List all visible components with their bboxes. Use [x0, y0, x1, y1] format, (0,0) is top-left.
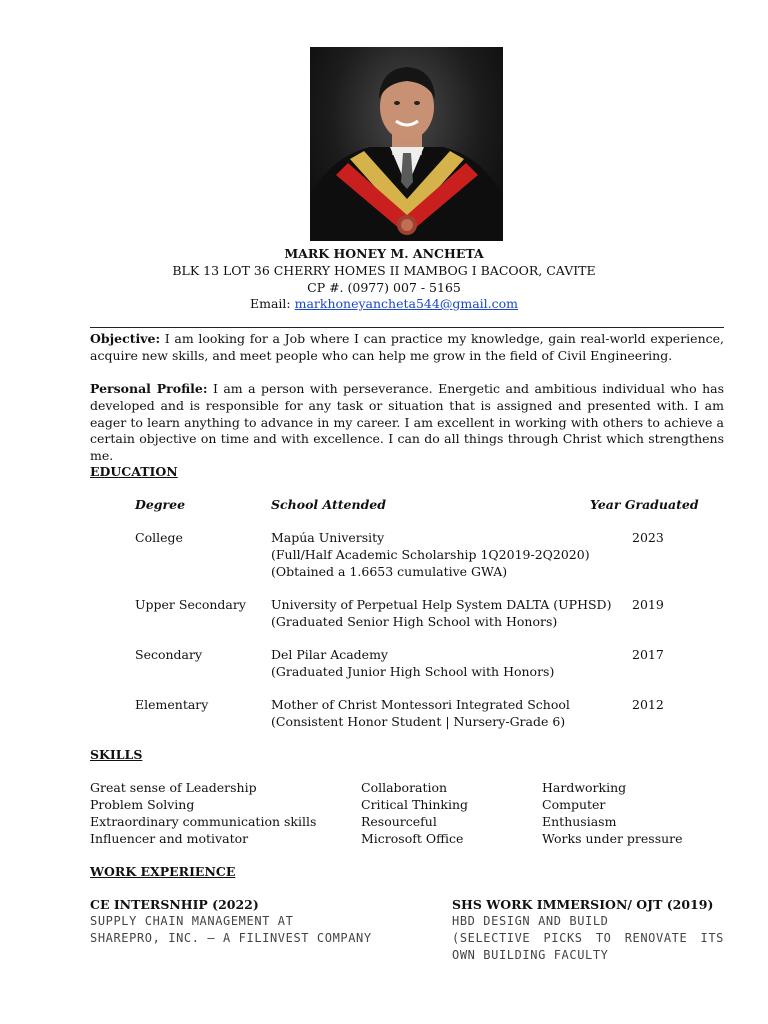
skill-item: Computer — [542, 797, 606, 812]
education-year: 2012 — [632, 697, 664, 712]
skill-item: Influencer and motivator — [90, 831, 249, 846]
education-note: (Full/Half Academic Scholarship 1Q2019-2Q2020) — [271, 547, 590, 562]
school-header: School Attended — [271, 497, 387, 512]
education-level: Secondary — [135, 647, 203, 662]
job-line: OWN BUILDING FACULTY — [452, 948, 609, 962]
education-note: (Obtained a 1.6653 cumulative GWA) — [271, 564, 508, 579]
education-note: (Consistent Honor Student | Nursery-Grade 6) — [271, 714, 566, 729]
job-line: (SELECTIVE PICKS TO RENOVATE ITS — [452, 931, 724, 945]
profile-text: I am a person with perseverance. Energetic and ambitious individual who has developed and is responsible for any task or situation that is assigned and presented with. I am eager to learn anything to advance in my career. I am excellent in working with others to achieve a certain objective on time and with excellence. I can do all things through Christ which strengthens me. — [90, 381, 724, 464]
skill-item: Resourceful — [361, 814, 437, 829]
address: BLK 13 LOT 36 CHERRY HOMES II MAMBOG I BACOOR, CAVITE — [172, 263, 596, 278]
email-label: Email: — [249, 296, 295, 311]
job-description — [90, 913, 410, 947]
skill-item: Critical Thinking — [361, 797, 469, 812]
skill-item: Microsoft Office — [361, 831, 464, 846]
objective-text: I am looking for a Job where I can practice my knowledge, gain real-world experience, acquire new skills, and meet people who can help me grow in the field of Civil Engineering. — [90, 331, 724, 363]
education-school: Mother of Christ Montessori Integrated School — [271, 697, 570, 712]
objective-label: Objective: — [90, 331, 161, 346]
education-level: Elementary — [135, 697, 209, 712]
job-line: HBD DESIGN AND BUILD — [452, 914, 609, 928]
education-school: Mapúa University — [271, 530, 385, 545]
degree-header: Degree — [135, 497, 186, 512]
work-experience-heading: WORK EXPERIENCE — [90, 864, 236, 879]
education-note: (Graduated Junior High School with Honors) — [271, 664, 555, 679]
skill-item: Works under pressure — [542, 831, 683, 846]
education-year: 2017 — [632, 647, 664, 662]
job-description — [452, 913, 724, 964]
phone-number: CP #. (0977) 007 - 5165 — [307, 280, 461, 295]
email-link[interactable]: markhoneyancheta544@gmail.com — [294, 296, 518, 311]
education-level: College — [135, 530, 183, 545]
job-line: SUPPLY CHAIN MANAGEMENT AT — [90, 914, 294, 928]
graduate-portrait-image — [310, 47, 503, 241]
skill-item: Extraordinary communication skills — [90, 814, 317, 829]
education-school: University of Perpetual Help System DALTA (UPHSD) — [271, 597, 612, 612]
skill-item: Great sense of Leadership — [90, 780, 257, 795]
skill-item: Problem Solving — [90, 797, 195, 812]
education-heading: EDUCATION — [90, 464, 178, 479]
job-title: CE INTERSNHIP (2022) — [90, 897, 259, 912]
skill-item: Collaboration — [361, 780, 448, 795]
skill-item: Hardworking — [542, 780, 627, 795]
skills-heading: SKILLS — [90, 747, 143, 762]
education-level: Upper Secondary — [135, 597, 246, 612]
profile-paragraph — [90, 381, 724, 465]
objective-paragraph — [90, 331, 724, 365]
divider — [90, 327, 724, 328]
job-title: SHS WORK IMMERSION/ OJT (2019) — [452, 897, 714, 912]
email-line — [0, 296, 768, 313]
year-header: Year Graduated — [590, 497, 699, 512]
education-note: (Graduated Senior High School with Honors) — [271, 614, 558, 629]
education-year: 2023 — [632, 530, 664, 545]
skill-item: Enthusiasm — [542, 814, 617, 829]
candidate-name: MARK HONEY M. ANCHETA — [284, 246, 484, 261]
job-line: SHAREPRO, INC. – A FILINVEST COMPANY — [90, 931, 372, 945]
profile-label: Personal Profile: — [90, 381, 208, 396]
education-year: 2019 — [632, 597, 664, 612]
education-school: Del Pilar Academy — [271, 647, 388, 662]
profile-photo — [310, 47, 503, 241]
